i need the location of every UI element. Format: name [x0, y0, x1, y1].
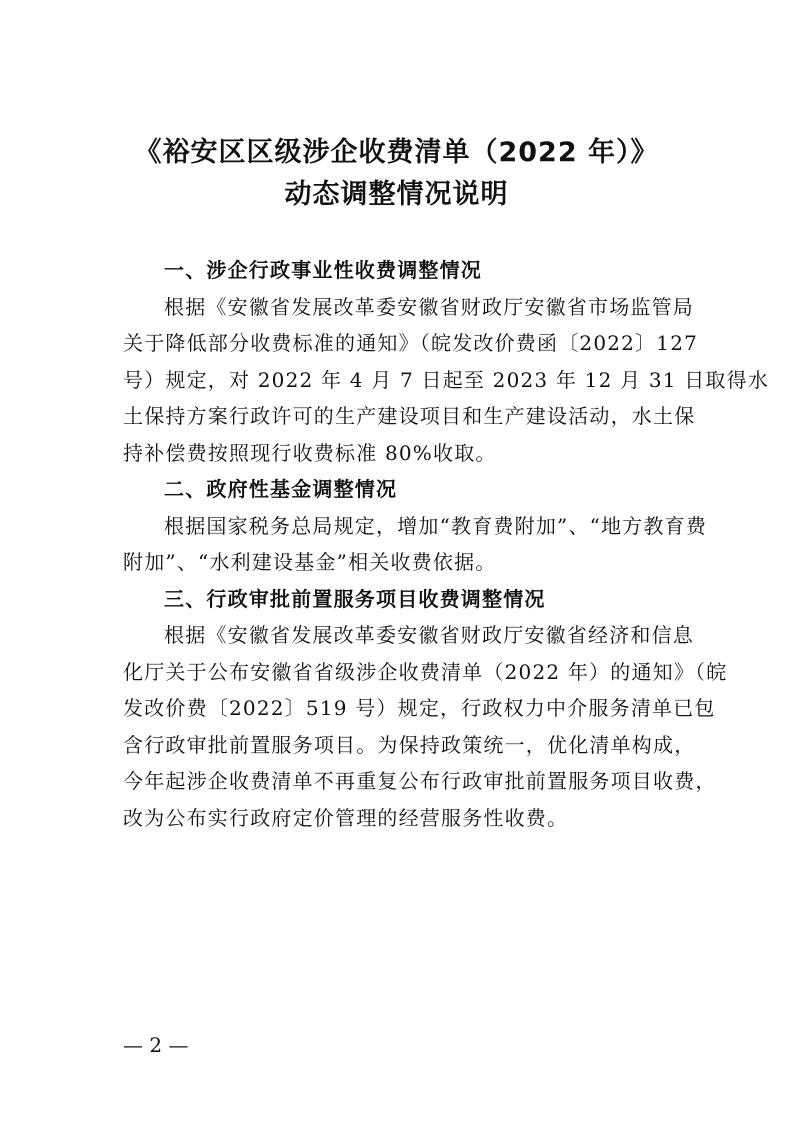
section-1	[123, 252, 770, 471]
section-2-paragraph	[123, 508, 708, 581]
paragraph-line: 今年起涉企收费清单不再重复公布行政审批前置服务项目收费，	[123, 769, 717, 793]
paragraph-line: 改为公布实行政府定价管理的经营服务性收费。	[123, 805, 569, 830]
paragraph-line: 根据《安徽省发展改革委安徽省财政厅安徽省市场监管局	[164, 294, 694, 319]
paragraph-line: 发改价费〔2022〕519 号）规定，行政权力中介服务清单已包	[123, 696, 716, 720]
page-number: — 2 —	[123, 1033, 189, 1057]
paragraph-line: 根据国家税务总局规定，增加“教育费附加”、“地方教育费	[164, 513, 708, 538]
title-line-1: 《裕安区区级涉企收费清单（2022 年）》	[134, 137, 659, 168]
paragraph-line: 根据《安徽省发展改革委安徽省财政厅安徽省经济和信息	[164, 623, 694, 647]
paragraph-line: 持补偿费按照现行收费标准 80%收取。	[123, 440, 497, 465]
section-1-heading: 一、涉企行政事业性收费调整情况	[164, 258, 482, 282]
paragraph-line: 含行政审批前置服务项目。为保持政策统一，优化清单构成，	[123, 732, 696, 757]
section-3-heading: 三、行政审批前置服务项目收费调整情况	[164, 586, 546, 611]
title-line-2: 动态调整情况说明	[284, 179, 509, 210]
paragraph-line: 附加”、“水利建设基金”相关收费依据。	[123, 550, 497, 574]
section-2-heading: 二、政府性基金调整情况	[164, 477, 398, 501]
document-body	[123, 252, 770, 836]
section-1-paragraph	[123, 289, 770, 472]
section-3	[123, 581, 728, 837]
document-title	[0, 132, 793, 216]
paragraph-line: 土保持方案行政许可的生产建设项目和生产建设活动，水土保	[123, 404, 696, 428]
paragraph-line: 号）规定，对 2022 年 4 月 7 日起至 2023 年 12 月 31 日取得水	[123, 367, 770, 392]
paragraph-line: 化厅关于公布安徽省省级涉企收费清单（2022 年）的通知》（皖	[123, 659, 728, 684]
section-3-paragraph	[123, 617, 728, 836]
paragraph-line: 关于降低部分收费标准的通知》（皖发改价费函〔2022〕127	[123, 331, 699, 355]
section-2	[123, 471, 708, 581]
